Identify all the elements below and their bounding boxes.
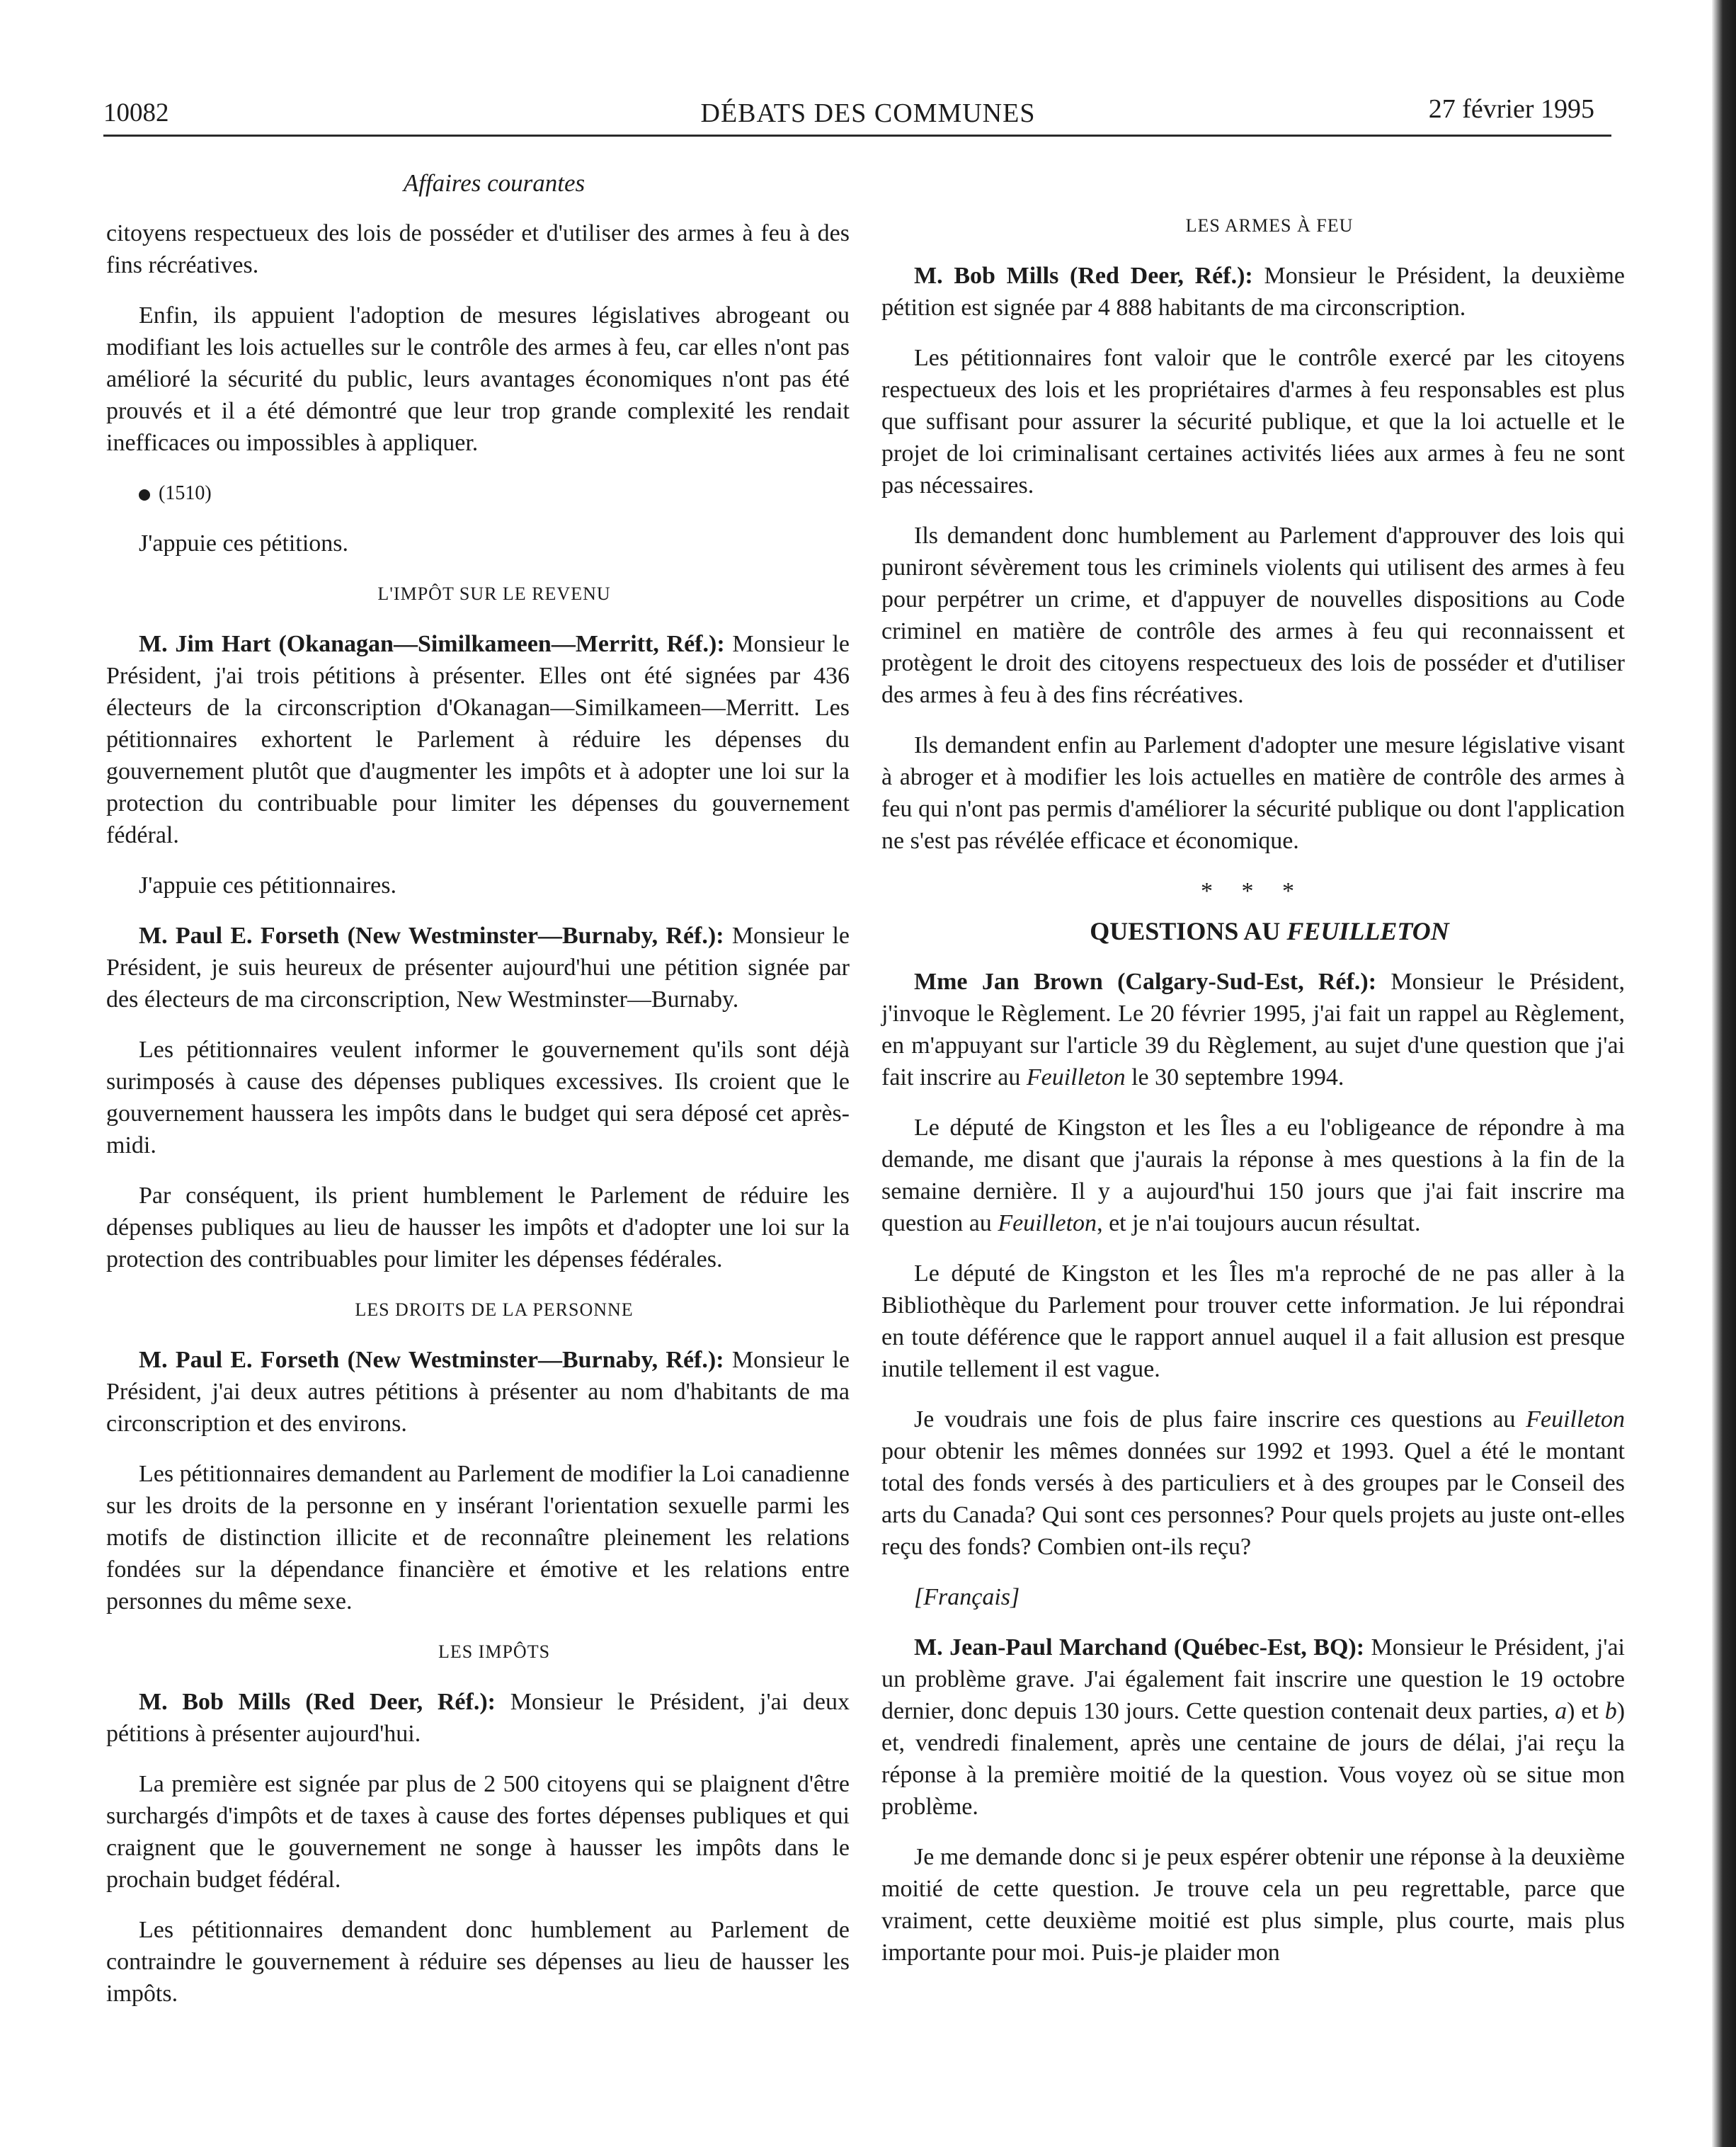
- speech-text: Monsieur le Président, j'ai trois pétitions à présenter. Elles ont été signées par 436 électeurs de la circonscription d'Okanagan—Similkameen—Merritt. Les pétitionnaires exhortent le Parlement à réduire les dépenses du gouvernement plutôt que d'augmenter les impôts et à adopter une loi sur la protection du contribuable pour limiter les dépenses du gouvernement fédéral.: [106, 631, 850, 848]
- section-heading: LES IMPÔTS: [438, 1641, 551, 1662]
- speech-text: Monsieur le Président, j'ai deux pétitions à présenter aujourd'hui.: [106, 1689, 850, 1747]
- section-title: Affaires courantes: [403, 169, 586, 197]
- speech-text: Monsieur le Président, je suis heureux de présenter aujourd'hui une pétition signée par des électeurs de ma circonscription, New Westminster—Burnaby.: [106, 923, 850, 1013]
- time-marker: [106, 477, 850, 509]
- paragraph: Ils demandent enfin au Parlement d'adopter une mesure législative visant à abroger et à modifier les lois actuelles en matière de contrôle des armes à feu qui n'ont pas permis d'améliorer la sécurité publique ou dont l'application ne s'est pas révélée efficace et économique.: [881, 732, 1625, 854]
- paragraph: Enfin, ils appuient l'adoption de mesures législatives abrogeant ou modifiant les lois actuelles sur le contrôle des armes à feu, car elles n'ont pas amélioré la sécurité du public, leurs avantages économiques n'ont pas été prouvés et il a été démontré que leur trop grande complexité les rendait inefficaces ou impossibles à appliquer.: [106, 302, 850, 456]
- speech-text: Monsieur le Président, j'invoque le Règlement. Le 20 février 1995, j'ai fait un rappel au Règlement, en m'appuyant sur l'article 39 du Règlement, au sujet d'une question que j'ai fait inscrire au: [881, 969, 1625, 1090]
- speech: [106, 1686, 850, 1750]
- speaker-name: M. Jim Hart (Okanagan—Similkameen—Merritt, Réf.):: [139, 631, 725, 657]
- speech-text: ) et, vendredi finalement, après une centaine de jours de délai, j'ai reçu la réponse à la première moitié de la question. Vous voyez où se situe mon problème.: [881, 1698, 1626, 1820]
- speech-text-italic: Feuilleton: [1026, 1064, 1126, 1090]
- speech-text: le 30 septembre 1994.: [1125, 1064, 1344, 1090]
- paragraph-text: , et je n'ai toujours aucun résultat.: [1097, 1210, 1421, 1236]
- heading-text: QUESTIONS AU: [1090, 917, 1287, 945]
- page-date: 27 février 1995: [1428, 94, 1594, 124]
- section-heading: LES DROITS DE LA PERSONNE: [355, 1299, 634, 1320]
- paragraph: J'appuie ces pétitions.: [139, 530, 349, 557]
- paragraph-text: Le député de Kingston et les Îles a eu l'obligeance de répondre à ma demande, me disant que j'aurais la réponse à mes questions à la fin de la semaine dernière. Il y a aujourd'hui 150 jours que j'ai fait inscrire ma question au: [881, 1115, 1625, 1236]
- heading-text-italic: FEUILLETON: [1286, 917, 1449, 945]
- section-heading: [881, 916, 1625, 947]
- paragraph-text: Je voudrais une fois de plus faire inscrire ces questions au: [914, 1406, 1526, 1433]
- speech-text: Monsieur le Président, la deuxième pétition est signée par 4 888 habitants de ma circonscription.: [881, 263, 1626, 321]
- paragraph: La première est signée par plus de 2 500 citoyens qui se plaignent d'être surchargés d'impôts et de taxes à cause des fortes dépenses publiques et qui craignent que le gouvernement ne songe à hausser les impôts dans le prochain budget fédéral.: [106, 1771, 850, 1893]
- page-number: 10082: [103, 98, 169, 127]
- speech-text-italic: a: [1555, 1698, 1567, 1724]
- paragraph: Le député de Kingston et les Îles m'a reproché de ne pas aller à la Bibliothèque du Parlement pour trouver cette information. Je lui répondrai en toute déférence que le rapport annuel auquel il a fait allusion est presque inutile tellement il est vague.: [881, 1260, 1625, 1382]
- speech: [881, 1631, 1625, 1823]
- speaker-name: M. Bob Mills (Red Deer, Réf.):: [914, 263, 1253, 289]
- speaker-name: M. Paul E. Forseth (New Westminster—Burnaby, Réf.):: [139, 923, 724, 949]
- time-marker-text: (1510): [159, 482, 212, 504]
- scan-edge: [1712, 0, 1736, 2147]
- paragraph: Les pétitionnaires font valoir que le contrôle exercé par les citoyens respectueux des lois et les propriétaires d'armes à feu responsables est plus que suffisant pour assurer la sécurité publique, et que la loi actuelle et le projet de loi criminalisant certaines activités liées aux armes à feu ne sont pas nécessaires.: [881, 345, 1625, 499]
- speech: [881, 966, 1625, 1093]
- paragraph-text: pour obtenir les mêmes données sur 1992 et 1993. Quel a été le montant total des fonds versés à des particuliers et à des groupes par le Conseil des arts du Canada? Qui sont ces personnes? Pour quels projets au juste ont-elles reçu des fonds? Combien ont-ils reçu?: [881, 1438, 1625, 1560]
- speech-text-italic: b: [1604, 1698, 1617, 1724]
- speech-text: ) et: [1567, 1698, 1605, 1724]
- bullet-icon: [139, 489, 150, 501]
- paragraph: J'appuie ces pétitionnaires.: [139, 872, 396, 899]
- speech: [106, 920, 850, 1015]
- speech-text: Monsieur le Président, j'ai un problème grave. J'ai également fait inscrire une question le 19 octobre dernier, donc depuis 130 jours. Cette question contenait deux parties,: [881, 1634, 1625, 1724]
- left-column: [106, 167, 850, 2028]
- paragraph: [881, 1112, 1625, 1239]
- speaker-name: Mme Jan Brown (Calgary-Sud-Est, Réf.):: [914, 969, 1377, 995]
- speaker-name: M. Jean-Paul Marchand (Québec-Est, BQ):: [914, 1634, 1365, 1661]
- paragraph: Les pétitionnaires demandent donc humblement au Parlement de contraindre le gouvernement à réduire ses dépenses au lieu de hausser les impôts.: [106, 1917, 850, 2007]
- paragraph: Par conséquent, ils prient humblement le Parlement de réduire les dépenses publiques au lieu de hausser les impôts et d'adopter une loi sur la protection des contribuables pour limiter les dépenses fédérales.: [106, 1183, 850, 1272]
- language-marker: [Français]: [914, 1584, 1020, 1610]
- speech-text: Monsieur le Président, j'ai deux autres pétitions à présenter au nom d'habitants de ma circonscription et des environs.: [106, 1347, 850, 1437]
- speaker-name: M. Paul E. Forseth (New Westminster—Burnaby, Réf.):: [139, 1347, 724, 1373]
- section-heading: LES ARMES À FEU: [1185, 215, 1354, 236]
- speech: [106, 628, 850, 851]
- paragraph-text-italic: Feuilleton: [998, 1210, 1097, 1236]
- section-separator: * * *: [1201, 878, 1306, 904]
- running-title: DÉBATS DES COMMUNES: [700, 98, 1036, 128]
- header-rule: [103, 135, 1611, 137]
- paragraph: Ils demandent donc humblement au Parlement d'approuver des lois qui puniront sévèrement tous les criminels violents qui utilisent des armes à feu pour perpétrer un crime, et d'appuyer de nouvelles dispositions au Code criminel en matière de contrôle des armes à feu qui reconnaissent et protègent le droit des citoyens respectueux des lois de posséder et d'utiliser des armes à feu à des fins récréatives.: [881, 523, 1625, 708]
- speech: [881, 260, 1625, 324]
- paragraph-text-italic: Feuilleton: [1526, 1406, 1625, 1433]
- paragraph: citoyens respectueux des lois de posséder et d'utiliser des armes à feu à des fins récréatives.: [106, 220, 850, 278]
- paragraph: [881, 1403, 1625, 1563]
- paragraph: Les pétitionnaires demandent au Parlement de modifier la Loi canadienne sur les droits de la personne en y insérant l'orientation sexuelle parmi les motifs de distinction illicite et de reconnaître pleinement les relations fondées sur la dépendance financière et émotive et les relations entre personnes du même sexe.: [106, 1461, 850, 1614]
- speaker-name: M. Bob Mills (Red Deer, Réf.):: [139, 1689, 496, 1715]
- section-heading: L'IMPÔT SUR LE REVENU: [377, 583, 611, 604]
- speech: [106, 1344, 850, 1440]
- paragraph: Les pétitionnaires veulent informer le gouvernement qu'ils sont déjà surimposés à cause des dépenses publiques excessives. Ils croient que le gouvernement haussera les impôts dans le budget qui sera déposé cet après-midi.: [106, 1037, 850, 1158]
- right-column: [881, 210, 1625, 1987]
- paragraph: Je me demande donc si je peux espérer obtenir une réponse à la deuxième moitié de cette question. Je trouve cela un peu regrettable, parce que vraiment, cette deuxième moitié est plus simple, plus courte, mais plus importante pour moi. Puis-je plaider mon: [881, 1844, 1625, 1966]
